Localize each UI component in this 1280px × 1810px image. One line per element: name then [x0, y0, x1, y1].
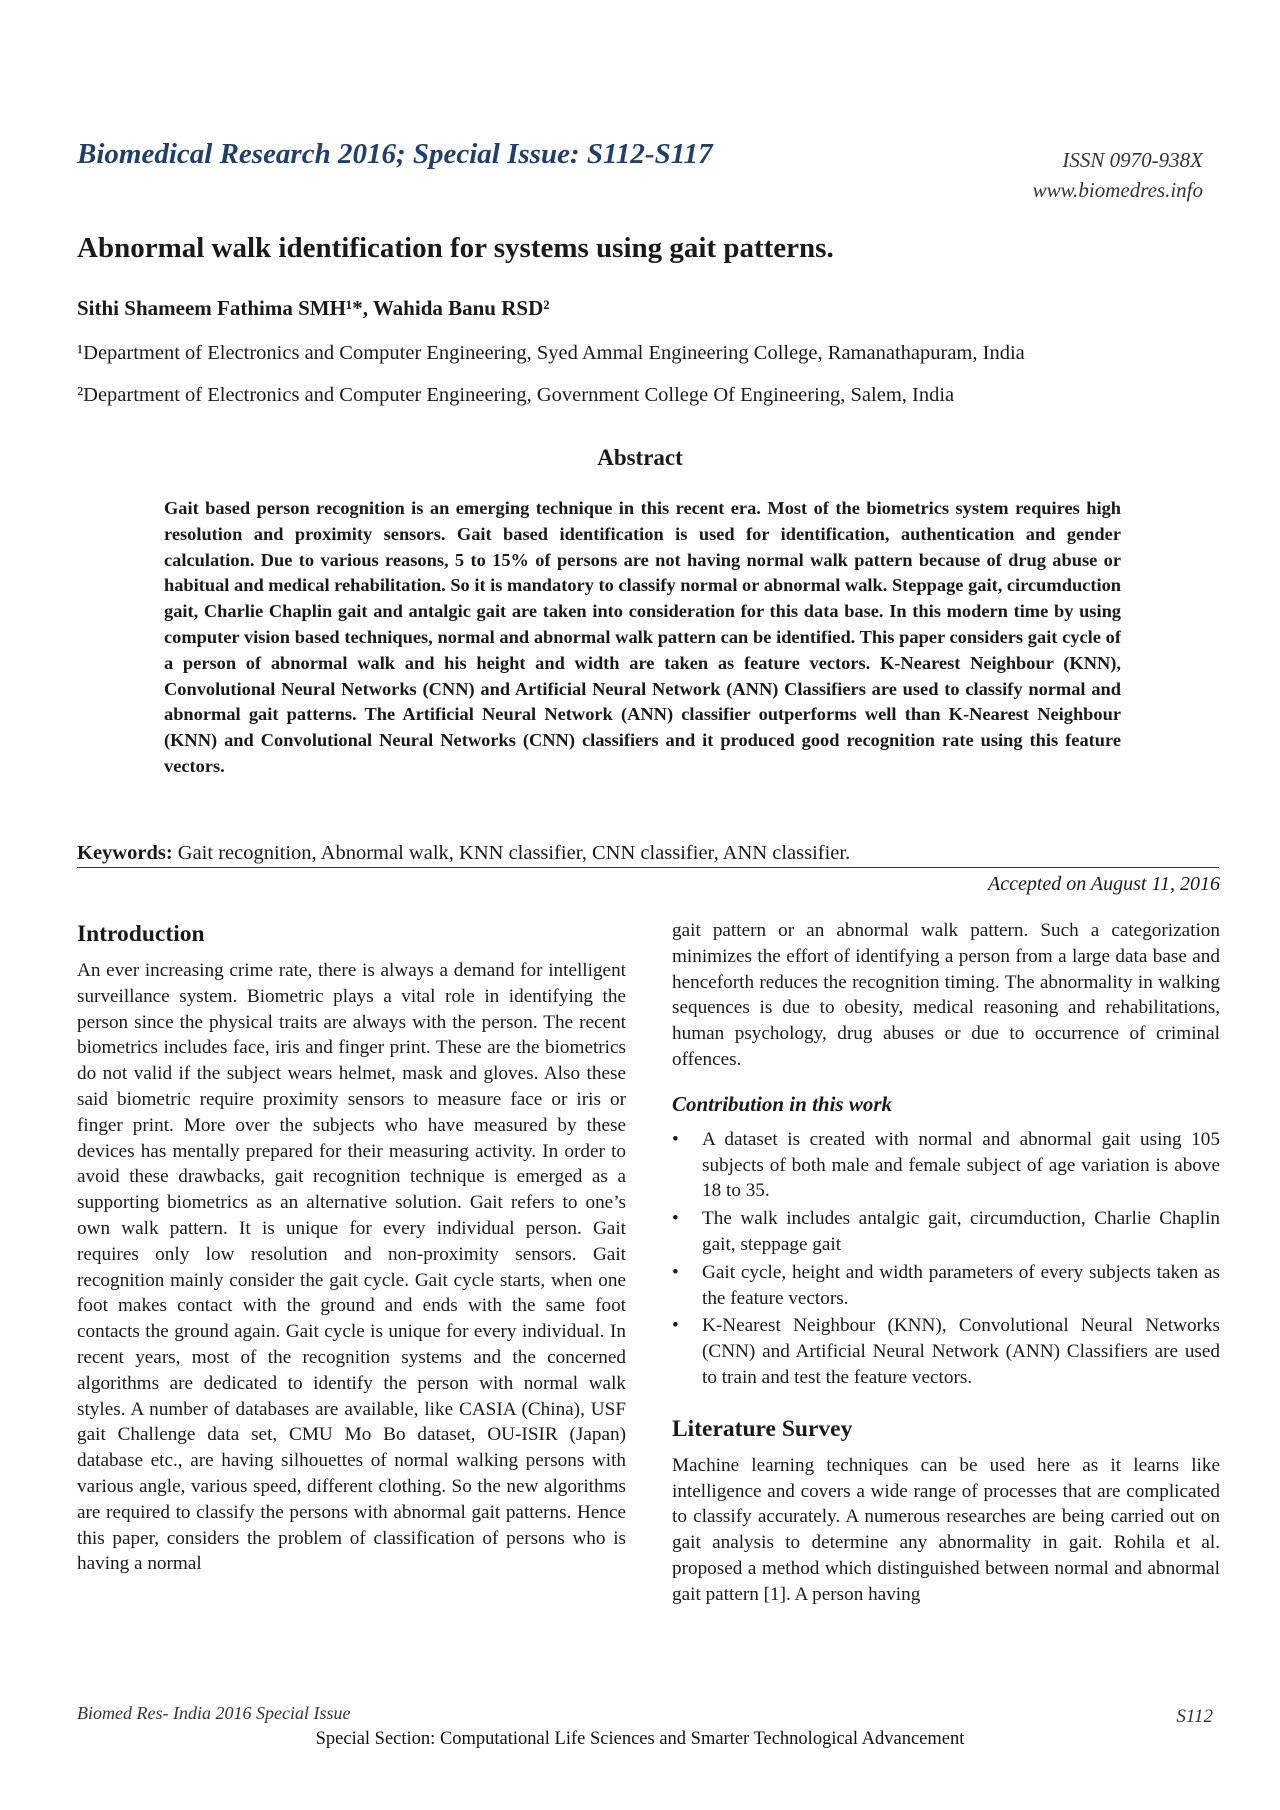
bullet-icon: •	[672, 1261, 679, 1283]
footer-section: Special Section: Computational Life Sciences and Smarter Technological Advancement	[315, 1729, 965, 1749]
introduction-continuation: gait pattern or an abnormal walk pattern. Such a categorization minimizes the effort of identifying a person from a large data base and henceforth reduces the recognition timing. The abnormality in walking sequences is due to obesity, medical reasoning and rehabilitations, human psychology, drug abuses or due to occurrence of criminal offences.	[672, 920, 1220, 1070]
affiliation-2: ²Department of Electronics and Computer Engineering, Government College Of Engineering, Salem, India	[77, 384, 955, 406]
authors: Sithi Shameem Fathima SMH¹*, Wahida Banu RSD²	[77, 296, 550, 320]
keywords-divider	[77, 867, 1219, 868]
keywords-label: Keywords:	[77, 842, 173, 864]
introduction-heading: Introduction	[77, 921, 205, 947]
keywords-text: Gait recognition, Abnormal walk, KNN classifier, CNN classifier, ANN classifier.	[172, 842, 851, 864]
bullet-icon: •	[672, 1208, 679, 1230]
contribution-item-text: Gait cycle, height and width parameters of every subjects taken as the feature vectors.	[702, 1261, 1220, 1309]
issn: ISSN 0970-938X	[1062, 148, 1203, 172]
keywords	[77, 842, 850, 865]
paper-title: Abnormal walk identification for systems using gait patterns.	[77, 232, 834, 264]
left-column	[77, 920, 626, 1577]
contribution-item-text: The walk includes antalgic gait, circumduction, Charlie Chaplin gait, steppage gait	[702, 1208, 1220, 1255]
affiliation-1: ¹Department of Electronics and Computer Engineering, Syed Ammal Engineering College, Ramanathapuram, India	[77, 342, 1025, 364]
page-number: S112	[1176, 1706, 1213, 1727]
contribution-item-text: K-Nearest Neighbour (KNN), Convolutional Neural Networks (CNN) and Artificial Neural Network (ANN) Classifiers are used to train and test the feature vectors.	[702, 1315, 1220, 1388]
right-column	[672, 918, 1220, 1608]
abstract-heading: Abstract	[597, 445, 683, 470]
abstract-body: Gait based person recognition is an emerging technique in this recent era. Most of the biometrics system requires high resolution and proximity sensors. Gait based identification is used for identification, authentication and gender calculation. Due to various reasons, 5 to 15% of persons are not having normal walk pattern because of drug abuse or habitual and medical rehabilitation. So it is mandatory to classify normal or abnormal walk. Steppage gait, circumduction gait, Charlie Chaplin gait and antalgic gait are taken into consideration for this data base. In this modern time by using computer vision based techniques, normal and abnormal walk pattern can be identified. This paper considers gait cycle of a person of abnormal walk and his height and width are taken as feature vectors. K-Nearest Neighbour (KNN), Convolutional Neural Networks (CNN) and Artificial Neural Network (ANN) Classifiers are used to classify normal and abnormal gait patterns. The Artificial Neural Network (ANN) classifier outperforms well than K-Nearest Neighbour (KNN) and Convolutional Neural Networks (CNN) classifiers and it produced good recognition rate using this feature vectors.	[164, 498, 1121, 776]
accepted-date: Accepted on August 11, 2016	[988, 873, 1220, 895]
introduction-paragraph: An ever increasing crime rate, there is always a demand for intelligent surveillance system. Biometric plays a vital role in identifying the person since the physical traits are always with the person. The recent biometrics includes face, iris and finger print. These are the biometrics do not valid if the subject wears helmet, mask and gloves. Also these said biometric require proximity sensors to measure face or iris or finger print. More over the subjects who have measured by these devices has mentally prepared for their measuring activity. In order to avoid these drawbacks, gait recognition technique is emerged as a supporting biometrics as an alternative solution. Gait refers to one’s own walk pattern. It is unique for every individual person. Gait requires only low resolution and non-proximity sensors. Gait recognition mainly consider the gait cycle. Gait cycle starts, when one foot makes contact with the ground and ends with the same foot contacts the ground again. Gait cycle is unique for every individual. In recent years, most of the recognition systems and the concerned algorithms are dedicated to identify the person with normal walk styles. A number of databases are available, like CASIA (China), USF gait Challenge data set, CMU Mo Bo dataset, OU-ISIR (Japan) database etc., are having silhouettes of normal walking persons with various angle, various speed, different clothing. So the new algorithms are required to classify the persons with abnormal gait patterns. Hence this paper, considers the problem of classification of persons who is having a normal	[77, 960, 626, 1575]
footer-journal: Biomed Res- India 2016 Special Issue	[77, 1703, 351, 1723]
list-item	[672, 1260, 1220, 1312]
contribution-heading: Contribution in this work	[672, 1091, 893, 1116]
literature-survey-paragraph: Machine learning techniques can be used here as it learns like intelligence and covers a wide range of processes that are complicated to classify accurately. A numerous researches are being carried out on gait analysis to determine any abnormality in gait. Rohila et al. proposed a method which distinguished between normal and abnormal gait pattern [1]. A person having	[672, 1454, 1220, 1605]
literature-survey-heading: Literature Survey	[672, 1415, 853, 1442]
list-item	[672, 1127, 1220, 1204]
list-item	[672, 1206, 1220, 1258]
contribution-list	[672, 1127, 1220, 1391]
bullet-icon: •	[672, 1128, 679, 1150]
list-item	[672, 1313, 1220, 1390]
bullet-icon: •	[672, 1315, 679, 1337]
journal-website[interactable]: www.biomedres.info	[1032, 178, 1203, 202]
contribution-item-text: A dataset is created with normal and abnormal gait using 105 subjects of both male and female subject of age variation is above 18 to 35.	[702, 1128, 1220, 1202]
journal-title: Biomedical Research 2016; Special Issue: S112-S117	[77, 138, 713, 170]
